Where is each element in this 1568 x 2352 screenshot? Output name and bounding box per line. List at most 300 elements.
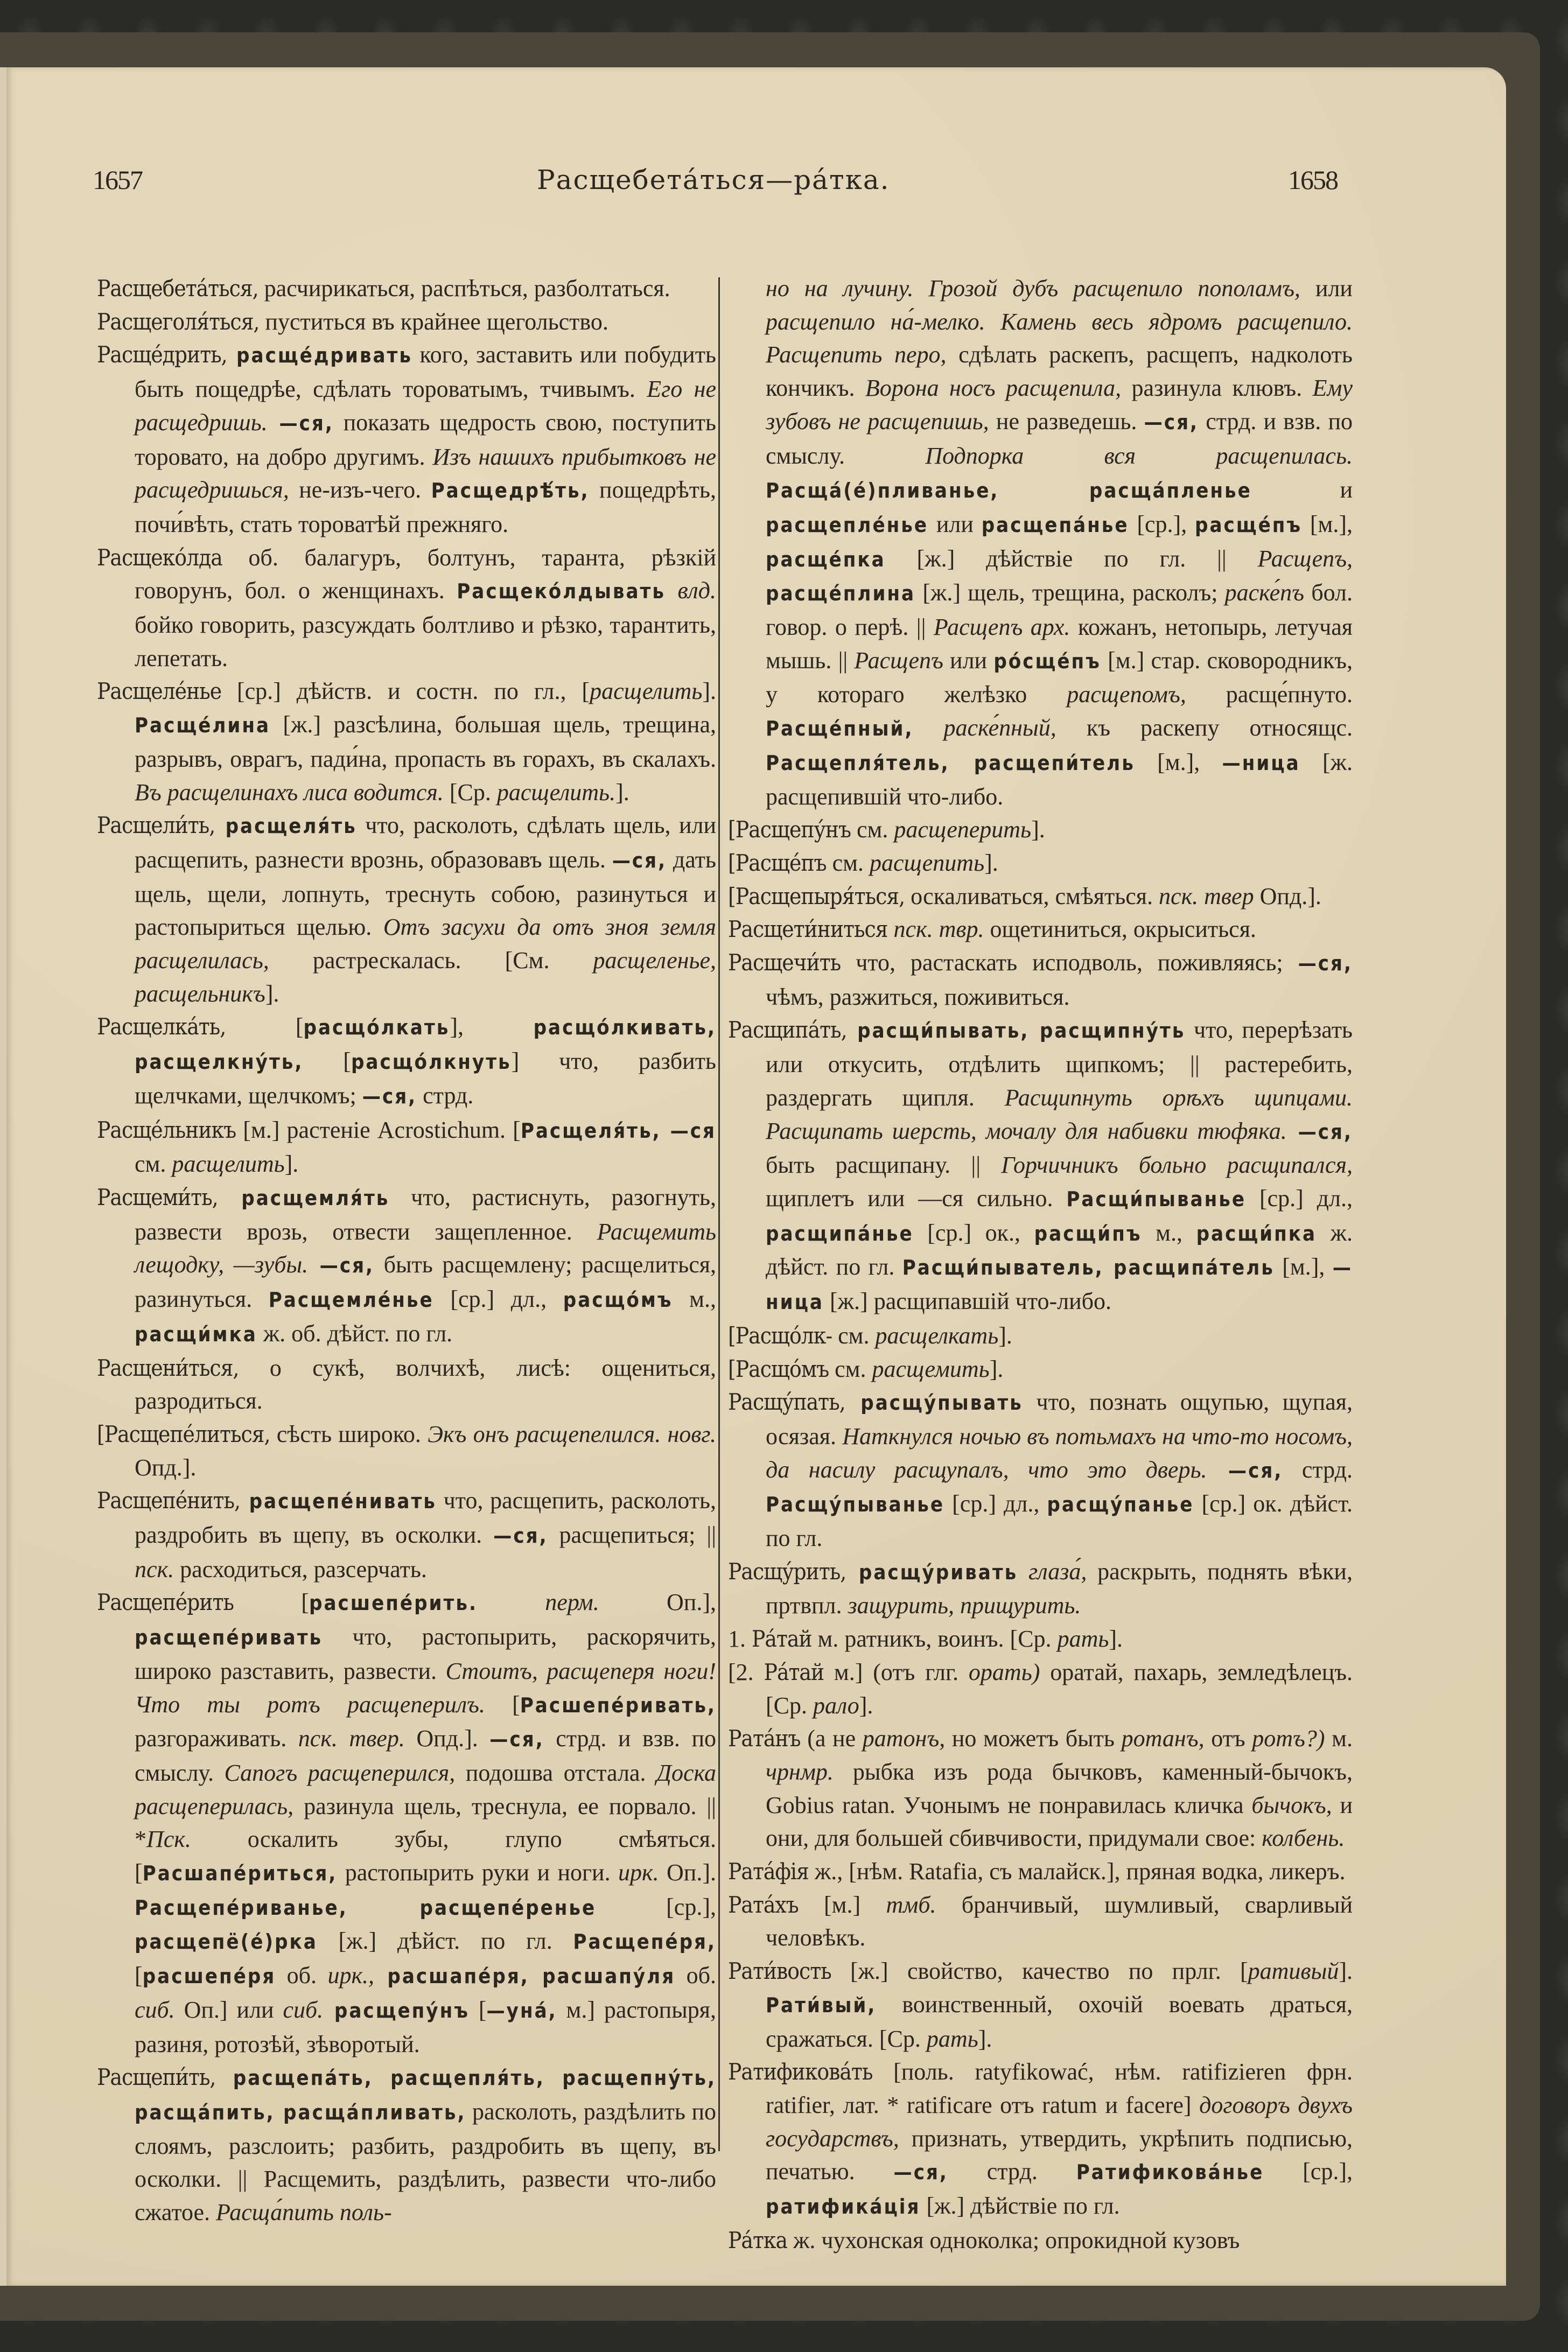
bold-form: Расща́(е́)пливанье, расща́пленье xyxy=(766,479,1252,503)
column-divider xyxy=(718,277,720,2151)
bold-form: расще́пка xyxy=(766,547,886,571)
definition-text: ]. xyxy=(859,1692,873,1719)
definition-text: [ср.] дѣйств. и состн. по гл., [ xyxy=(221,678,590,705)
dictionary-entry xyxy=(97,1586,716,2061)
headword: Расще́льникъ xyxy=(97,1116,236,1143)
italic-text: пск. твер xyxy=(1159,883,1254,909)
italic-text: расщелкать xyxy=(875,1322,999,1349)
definition-text: быть расщипану. || xyxy=(766,1152,1002,1179)
definition-text: [ж.] разсѣлина, большая щель, трещина, разрывъ, оврагъ, пади́на, пропасть въ горахъ, въ скалахъ. xyxy=(135,711,716,772)
dictionary-entry xyxy=(97,1352,716,1418)
italic-text: Экъ онъ расщепелился. новг. xyxy=(428,1420,716,1447)
bold-form: —уна́, xyxy=(486,1998,557,2022)
dictionary-entry xyxy=(728,846,1353,880)
definition-text: щиплетъ или —ся сильно. xyxy=(766,1185,1067,1212)
dictionary-entry xyxy=(728,1385,1353,1555)
headword: Расщелка́ть, xyxy=(97,1013,226,1040)
definition-text: [ж. расщепившій что-либо. xyxy=(766,748,1353,810)
headword: [Расщо́мъ xyxy=(728,1355,829,1382)
bold-form: расшепе́ря xyxy=(142,1964,276,1989)
dictionary-entry xyxy=(728,1013,1353,1319)
definition-text: стрд. и взв. по смыслу. xyxy=(135,1725,716,1786)
italic-text: расщелить. xyxy=(496,779,616,806)
dictionary-entry xyxy=(728,1353,1353,1386)
italic-text: расщеперить xyxy=(894,816,1032,843)
bold-form: Расще́пный, xyxy=(766,717,914,741)
definition-text: м., xyxy=(673,1286,716,1313)
definition-text: оскаливаться, смѣяться. xyxy=(905,883,1159,909)
definition-text: [ж.] свойство, качество по прлг. [ xyxy=(831,1958,1248,1985)
dictionary-entry xyxy=(97,2061,716,2229)
definition-text: ]. xyxy=(998,1322,1012,1349)
italic-text: ратонъ, xyxy=(862,1725,946,1752)
definition-text: см. xyxy=(832,1322,876,1349)
definition-text: Опд.]. xyxy=(404,1725,490,1752)
bold-form: —ся, xyxy=(308,1254,375,1278)
bold-form: расщепе́ривать xyxy=(135,1626,323,1650)
italic-text: Расщепъ арх. xyxy=(933,614,1070,641)
definition-text: см. xyxy=(826,849,870,876)
bold-form: —ся, xyxy=(493,1524,548,1548)
bold-form: Расшапе́риться, xyxy=(142,1861,338,1886)
definition-text: дать щель, щели, лопнуть, треснуть собою, разинуться и растопыриться щелью. xyxy=(135,846,716,941)
definition-text: [ xyxy=(469,1996,487,2023)
dictionary-entry xyxy=(728,1555,1353,1622)
bold-form: Расщи́пыватель, расщипа́тель xyxy=(902,1256,1275,1280)
italic-text: Расщипнуть орѣхъ щипцами. Расщипать шерсть, мочалу для набивки тюфяка. xyxy=(766,1084,1353,1144)
italic-text: ирк. xyxy=(618,1859,659,1886)
definition-text: [ср.] дл., xyxy=(944,1490,1047,1517)
bold-form: —ся, xyxy=(612,848,667,872)
definition-text: о сукѣ, волчихѣ, лисѣ: ощениться, разродиться. xyxy=(135,1354,716,1415)
definition-text: растопырить руки и ноги. xyxy=(337,1859,619,1886)
definition-text: см. xyxy=(135,1151,172,1178)
italic-text: расщемить xyxy=(872,1355,990,1382)
definition-text: ]. xyxy=(284,1151,299,1178)
definition-text: [ср.] ок. дѣйст. по гл. xyxy=(766,1490,1353,1552)
headword: Рата́нъ xyxy=(728,1725,801,1752)
italic-text: сиб. xyxy=(135,1996,175,2023)
bold-form: расще́дривать xyxy=(227,344,412,368)
dictionary-entry xyxy=(728,2055,1353,2224)
definition-text: [2. xyxy=(728,1658,764,1685)
bold-form: Рати́вый, xyxy=(766,1993,877,2017)
definition-text: [Ср. xyxy=(443,779,497,806)
definition-text: разинула клювъ. xyxy=(1121,375,1313,402)
definition-text: не разведешь. xyxy=(989,408,1144,435)
bold-form: Расще́лина xyxy=(135,713,271,738)
definition-text: об. балагуръ, болтунъ, таранта, рѣзкій говорунъ, бол. о женщинахъ. xyxy=(135,544,716,604)
italic-text: Наткнулся ночью въ потьмахъ на что-то носомъ, да насилу расщупалъ, что это дверь. xyxy=(766,1423,1353,1483)
definition-text: пуститься въ крайнее щегольство. xyxy=(259,308,608,335)
headword: Расщипа́ть, xyxy=(728,1017,847,1044)
definition-text: [ср.], xyxy=(596,1893,716,1920)
bold-form: —ся, xyxy=(267,411,334,435)
italic-text: глаза́, xyxy=(1018,1558,1087,1585)
definition-text: или xyxy=(928,510,982,537)
definition-text: къ раскепу относящс. xyxy=(1056,715,1353,741)
headword: [Расщепу́нъ xyxy=(728,816,851,843)
definition-text: см. xyxy=(850,816,894,843)
bold-form: Расщепе́риванье, расщепе́ренье xyxy=(135,1895,597,1920)
definition-text: [ср.] ок., xyxy=(913,1219,1034,1246)
bold-form: расщо́лкнуть xyxy=(351,1050,512,1074)
definition-text: ], xyxy=(450,1013,534,1040)
italic-text: Пск. xyxy=(146,1826,191,1853)
italic-text: расщелить xyxy=(590,678,703,705)
italic-text: Расща́пить поль- xyxy=(216,2199,392,2226)
italic-text: расщепило на́-мелко. Камень весь ядромъ расщепило. Расщепить перо, xyxy=(766,308,1353,368)
dictionary-entry xyxy=(97,1114,716,1181)
left-column xyxy=(97,272,716,2229)
definition-text: [ж.] дѣйст. по гл. xyxy=(317,1928,573,1955)
dictionary-entry xyxy=(728,1319,1353,1353)
italic-text: Горчичникъ больно расщипался, xyxy=(1001,1152,1353,1179)
bold-form: расщу́пывать xyxy=(845,1391,1023,1415)
bold-form: расщи́пка xyxy=(1196,1221,1317,1245)
italic-text: раске́пъ xyxy=(1224,579,1305,606)
definition-text: ]. xyxy=(615,779,629,806)
definition-text: быть расщемлену; расщелиться, разинуться. xyxy=(135,1251,716,1313)
definition-text: (а не xyxy=(800,1725,863,1752)
running-title: Расщебетáться—рáтка. xyxy=(537,164,890,195)
bold-form: Расщеко́лдывать xyxy=(457,579,666,604)
definition-text: стрд. и взв. по смыслу. xyxy=(766,408,1353,469)
definition-text: 1. xyxy=(728,1626,752,1653)
italic-text: сиб. xyxy=(283,1996,324,2023)
definition-text: разгораживать. xyxy=(135,1725,298,1752)
dictionary-entry xyxy=(97,1484,716,1586)
italic-text: рало xyxy=(813,1692,859,1719)
definition-text: или xyxy=(1300,275,1353,302)
headword: Ра́тай xyxy=(764,1658,824,1685)
dictionary-entry xyxy=(97,338,716,541)
bold-form: расщемля́ть xyxy=(218,1186,390,1210)
definition-text: ]. xyxy=(702,678,716,705)
definition-text: и xyxy=(1251,477,1353,503)
italic-text: Его не расщедришь. xyxy=(135,376,716,436)
headword: Расщеко́лда xyxy=(97,544,222,571)
italic-text: Сапогъ расщеперился, xyxy=(224,1759,456,1786)
italic-text: Отъ засухи да отъ зноя земля расщелилась, xyxy=(135,914,716,974)
italic-text: влд. xyxy=(666,577,716,604)
definition-text: [ xyxy=(135,1962,143,1989)
definition-text: или xyxy=(943,647,994,674)
definition-text: расчирикаться, распѣться, разболтаться. xyxy=(258,275,670,302)
right-column xyxy=(728,272,1353,2257)
dictionary-entry xyxy=(728,1955,1353,2055)
definition-text: ж. чухонская одноколка; опрокидной кузовъ xyxy=(787,2227,1240,2253)
definition-text: Оп.], xyxy=(599,1589,717,1616)
definition-text: что, расколоть, сдѣлать щель, или расщепить, разнести врознь, образовавъ щель. xyxy=(135,812,716,873)
definition-text: Оп.] или xyxy=(174,1996,283,2023)
definition-text: что, расщепить, расколоть, раздробить въ щепу, въ осколки. xyxy=(135,1487,717,1549)
definition-text: расщепиться; || xyxy=(548,1522,717,1549)
definition-text: ]. xyxy=(1339,1958,1353,1985)
definition-text: сѣсть широко. xyxy=(270,1420,428,1447)
headword: Расще́дрить, xyxy=(97,341,227,368)
dictionary-entry xyxy=(728,1888,1353,1955)
italic-text: Въ расщелинахъ лиса водится. xyxy=(135,779,444,806)
italic-text: ирк., xyxy=(327,1962,375,1989)
definition-text: [ср.] дл., xyxy=(433,1286,563,1313)
bold-form: Расшепе́ривать, xyxy=(520,1693,716,1717)
definition-text: [ xyxy=(303,1048,351,1075)
definition-text: м.] растопыря, разиня, ротозѣй, зѣворотый. xyxy=(135,1996,716,2057)
headword: Рата́фія xyxy=(728,1858,809,1885)
italic-text: бычокъ, xyxy=(1251,1791,1332,1818)
definition-text: пощедрѣть, почи́вѣть, стать тороватѣй прежняго. xyxy=(135,477,717,537)
definition-text: [м.], xyxy=(1135,748,1222,775)
definition-text: [ xyxy=(226,1013,304,1040)
definition-text: ощетиниться, окрыситься. xyxy=(984,916,1256,943)
headword: Ратификова́ть xyxy=(728,2059,873,2085)
bold-form: расщи́пъ xyxy=(1034,1221,1142,1245)
definition-text: что, перерѣзать или откусить, отдѣлить щипкомъ; || растеребить, раздергать щипля. xyxy=(766,1017,1353,1111)
definition-text: что, растиснуть, разогнуть, развести врозь, отвести защепленное. xyxy=(135,1184,716,1245)
dictionary-entry xyxy=(728,2224,1353,2257)
definition-text: оскалить зубы, глупо смѣяться. [ xyxy=(135,1826,716,1886)
bold-form: Расщи́пыванье xyxy=(1066,1187,1247,1211)
bold-form: расшапе́ря, расшапу́ля xyxy=(374,1964,676,1989)
italic-text: Ворона носъ расщепила, xyxy=(865,375,1122,402)
definition-text: об. xyxy=(675,1962,717,1989)
running-head xyxy=(6,164,1506,202)
italic-text: Подпорка вся расщепилась. xyxy=(925,442,1353,469)
bold-form: —ся, xyxy=(1207,1458,1283,1482)
headword: Расщети́ниться xyxy=(728,916,888,943)
dictionary-entry xyxy=(728,1855,1353,1888)
dictionary-entry xyxy=(728,1656,1353,1722)
bold-form: расщепа́ть, расщепля́ть, расщепну́ть, расща́пить, расща́пливать, xyxy=(135,2066,716,2124)
italic-text: орать) xyxy=(968,1658,1040,1685)
bold-form: расщепё(е́)рка xyxy=(135,1930,318,1954)
definition-text: стрд. xyxy=(1283,1456,1353,1483)
italic-text: перм. xyxy=(477,1589,599,1616)
dictionary-entry xyxy=(97,1181,716,1352)
definition-text: раскрыть, поднять вѣки, пртвпл. xyxy=(766,1558,1353,1619)
definition-text: признать, утвердить, укрѣпить подписью, печатью. xyxy=(766,2125,1353,2185)
italic-text: рать xyxy=(1057,1626,1109,1653)
bold-form: расщи́мка xyxy=(135,1322,257,1346)
headword: Расщели́ть, xyxy=(97,812,215,839)
italic-text: ротанъ, xyxy=(1121,1725,1205,1752)
definition-text: отъ xyxy=(1204,1725,1252,1752)
page-number-right: 1658 xyxy=(1288,165,1338,195)
definition-text: кожанъ, нетопырь, летучая мышь. || xyxy=(766,614,1353,674)
dictionary-entry xyxy=(728,272,1353,813)
headword: Расщепе́рить xyxy=(97,1589,234,1616)
headword: Расщебетáться, xyxy=(97,275,258,302)
dictionary-entry xyxy=(97,305,716,339)
definition-text: [м.] растеніе Acrostichum. [ xyxy=(236,1116,521,1143)
definition-text: м., xyxy=(1142,1219,1196,1246)
definition-text: Опд.]. xyxy=(135,1454,197,1481)
definition-text: [ xyxy=(485,1691,520,1718)
headword: Расщечи́ть xyxy=(728,949,841,976)
definition-text: ]. xyxy=(984,849,998,876)
definition-text: чѣмъ, разжиться, поживиться. xyxy=(766,983,1070,1010)
italic-text: расщеленье, расщельникъ xyxy=(135,947,716,1007)
bold-form: расщо́лкивать, расщелкну́ть, xyxy=(135,1016,716,1074)
italic-text: договоръ двухъ государствъ, xyxy=(766,2091,1353,2152)
headword: Расщепе́нить, xyxy=(97,1487,240,1514)
italic-text: ротъ?) xyxy=(1252,1725,1325,1752)
bold-form: Расщеля́ть, —ся xyxy=(520,1118,717,1143)
definition-text: что, познать ощупью, щупая, осязая. xyxy=(766,1389,1353,1450)
definition-text: [м.] стар. сковородникъ, у котораго желѣзко xyxy=(766,647,1353,708)
bold-form: —ся, xyxy=(489,1727,544,1752)
definition-text: об. xyxy=(276,1962,328,1989)
italic-text: защурить, прищурить. xyxy=(848,1592,1081,1619)
definition-text: расще́пнуто. xyxy=(1186,681,1353,708)
definition-text: воинственный, охочій воевать драться, сражаться. [Ср. xyxy=(766,1991,1353,2052)
dictionary-entry xyxy=(97,272,716,305)
headword: Расщу́пать, xyxy=(728,1389,845,1416)
dictionary-entry xyxy=(728,880,1353,913)
bold-form: расще́пъ xyxy=(1194,513,1303,537)
bold-form: ро́сще́пъ xyxy=(993,649,1101,673)
italic-text: Расщепъ xyxy=(854,647,943,674)
dictionary-entry xyxy=(97,1010,716,1113)
definition-text: [ж.] расщипавшій что-либо. xyxy=(823,1288,1111,1315)
bold-form: расщепу́нъ xyxy=(323,1998,470,2022)
bold-form: расщи́пывать, расщипну́ть xyxy=(846,1019,1186,1043)
bold-form: расщу́панье xyxy=(1047,1493,1194,1517)
italic-text: Ему зубовъ не расщепишь, xyxy=(766,375,1353,435)
definition-text: стрд. xyxy=(948,2158,1076,2185)
dictionary-entry xyxy=(97,675,716,809)
bold-form: Ратификова́нье xyxy=(1076,2160,1264,2185)
bold-form: Расщепля́тель, расщепи́тель xyxy=(766,751,1135,775)
italic-text: Расщемить лещодку, —зубы. xyxy=(135,1218,716,1278)
headword: [Расщепе́литься, xyxy=(97,1420,270,1447)
bold-form: —ся, xyxy=(362,1084,417,1108)
bold-form: ратифика́ція xyxy=(766,2195,921,2219)
bold-form: —ся, xyxy=(1286,1119,1353,1144)
definition-text: [ср.], xyxy=(1129,510,1195,537)
bold-form: —ся, xyxy=(1298,951,1353,976)
headword: Расщени́ться, xyxy=(97,1354,239,1381)
definition-text: ]. xyxy=(1109,1626,1123,1653)
definition-text: ]. xyxy=(989,1355,1004,1382)
bold-form: расшепе́рить. xyxy=(309,1591,478,1615)
headword: Расщеголя́ться, xyxy=(97,308,260,335)
bold-form: —ся, xyxy=(893,2160,948,2185)
bold-form: расщепа́нье xyxy=(981,513,1129,537)
bold-form: —ся, xyxy=(1144,410,1199,434)
headword: [Расщо́лк- xyxy=(728,1322,832,1349)
definition-text: [ж.] дѣйствіе по гл. xyxy=(920,2193,1120,2220)
bold-form: Расщу́пыванье xyxy=(766,1493,945,1517)
definition-text: ]. xyxy=(1031,816,1045,843)
definition-text: сдѣлать раскепъ, расщепъ, надколоть кончикъ. xyxy=(766,341,1353,402)
definition-text: бол. говор. о перѣ. || xyxy=(766,579,1353,641)
italic-text: но на лучину. Грозой дубъ расщепило пополамъ, xyxy=(766,275,1300,302)
definition-text: что, растаскать исподволь, поживляясь; xyxy=(841,949,1298,976)
definition-text: [ xyxy=(233,1589,309,1616)
page-number-left: 1657 xyxy=(93,165,142,195)
headword: [Расще́пъ xyxy=(728,849,827,876)
definition-text: стрд. xyxy=(417,1082,474,1109)
italic-text: раске́пный, xyxy=(913,715,1056,741)
definition-text: [ж.] щель, трещина, расколъ; xyxy=(915,579,1225,606)
bold-form: расщепе́нивать xyxy=(240,1489,437,1514)
italic-text: тмб. xyxy=(886,1891,936,1918)
definition-text: [ср.], xyxy=(1264,2158,1353,2185)
definition-text: и они, для большей сбивчивости, придумали свое: xyxy=(766,1791,1353,1852)
definition-text: [ср.] дл., xyxy=(1246,1185,1353,1212)
italic-text: Стоитъ, расщеперя ноги! Что ты ротъ расщеперилъ. xyxy=(135,1657,717,1718)
headword: Расщеми́ть, xyxy=(97,1184,218,1210)
definition-text: показать щедрость свою, поступить торовато, на добро другимъ. xyxy=(135,409,716,470)
definition-text: ]. xyxy=(265,980,279,1007)
italic-text: колбень. xyxy=(1262,1825,1345,1852)
definition-text: рыбка изъ рода бычковъ, каменный-бычокъ, Gobius ratan. Учонымъ не понравилась кличка xyxy=(766,1758,1353,1818)
definition-text: расколоть, раздѣлить по слоямъ, разслоить; разбить, раздробить въ щепу, въ осколки. || Расщемить, раздѣлить, развести что-либо сжатое. xyxy=(135,2098,716,2226)
italic-text: расщепомъ, xyxy=(1067,681,1186,708)
definition-text: ] что, разбить щелчками, щелчкомъ; xyxy=(135,1048,716,1109)
definition-text: [поль. ratyfikować, нѣм. ratifizieren фрн. ratifier, лат. * ratificare отъ ratum и facere] xyxy=(766,2059,1353,2118)
definition-text: расходиться, разсерчать. xyxy=(174,1556,427,1583)
definition-text: м. ратникъ, воинъ. [Ср. xyxy=(811,1626,1058,1653)
dictionary-entry xyxy=(97,1418,716,1484)
headword: Рати́вость xyxy=(728,1958,831,1985)
bold-form: расщо́лкать xyxy=(303,1016,450,1040)
definition-text: подошва отстала. xyxy=(455,1759,656,1786)
italic-text: ративый xyxy=(1248,1958,1339,1985)
definition-text: [ж.] дѣйствіе по гл. || xyxy=(885,545,1258,572)
definition-text: Оп.]. xyxy=(659,1859,716,1886)
dictionary-entry xyxy=(728,913,1353,946)
italic-text: Изъ нашихъ прибытковъ не расщедришься, xyxy=(135,443,716,503)
bold-form: —ница xyxy=(766,1256,1353,1314)
headword: Рата́хъ xyxy=(728,1891,799,1918)
definition-text: [м.] xyxy=(798,1891,886,1918)
dictionary-entry xyxy=(97,541,716,675)
italic-text: рать xyxy=(926,2025,978,2052)
definition-text: ж., [нѣм. Ratafia, съ малайск.], пряная водка, ликеръ. xyxy=(808,1858,1346,1885)
definition-text: что, растопырить, раскорячить, широко разставить, развести. xyxy=(135,1623,716,1684)
definition-text: [м.], xyxy=(1302,510,1353,537)
bold-form: расщеля́ть xyxy=(215,814,357,838)
definition-text: бранчивый, шумливый, сварливый человѣкъ. xyxy=(766,1891,1353,1951)
bold-form: Расщепе́ря, xyxy=(573,1930,716,1954)
italic-text: пск. твер. xyxy=(298,1725,405,1752)
italic-text: пск. xyxy=(135,1556,174,1583)
dictionary-entry xyxy=(97,809,716,1010)
definition-text: ]. xyxy=(978,2025,992,2052)
bold-form: расщепле́нье xyxy=(766,513,929,537)
dictionary-entry xyxy=(728,1622,1353,1656)
bold-form: расще́плина xyxy=(766,582,916,606)
headword: Расщепи́ть, xyxy=(97,2064,216,2091)
bold-form: расщо́мъ xyxy=(563,1288,673,1312)
definition-text: оратай, пахарь, земледѣлецъ. [Ср. xyxy=(766,1658,1353,1719)
definition-text: [м.], xyxy=(1274,1254,1333,1280)
bold-form: Расщемле́нье xyxy=(268,1288,434,1312)
headword: Расщеле́нье xyxy=(97,678,222,705)
headword: Расщу́рить, xyxy=(728,1558,846,1585)
definition-text: кого, заставить или побудить быть пощедрѣе, сдѣлать тороватымъ, тчивымъ. xyxy=(135,341,716,403)
definition-text: ж. дѣйст. по гл. xyxy=(766,1219,1353,1280)
definition-text: Опд.]. xyxy=(1254,883,1321,909)
italic-text: расщепить xyxy=(869,849,985,876)
definition-text: бойко говорить, разсуждать болтливо и рѣзко, тарантить, лепетать. xyxy=(135,612,716,671)
bold-form: расщипа́нье xyxy=(766,1221,914,1245)
definition-text: см. xyxy=(829,1355,872,1382)
italic-text: расщелить xyxy=(172,1151,285,1178)
